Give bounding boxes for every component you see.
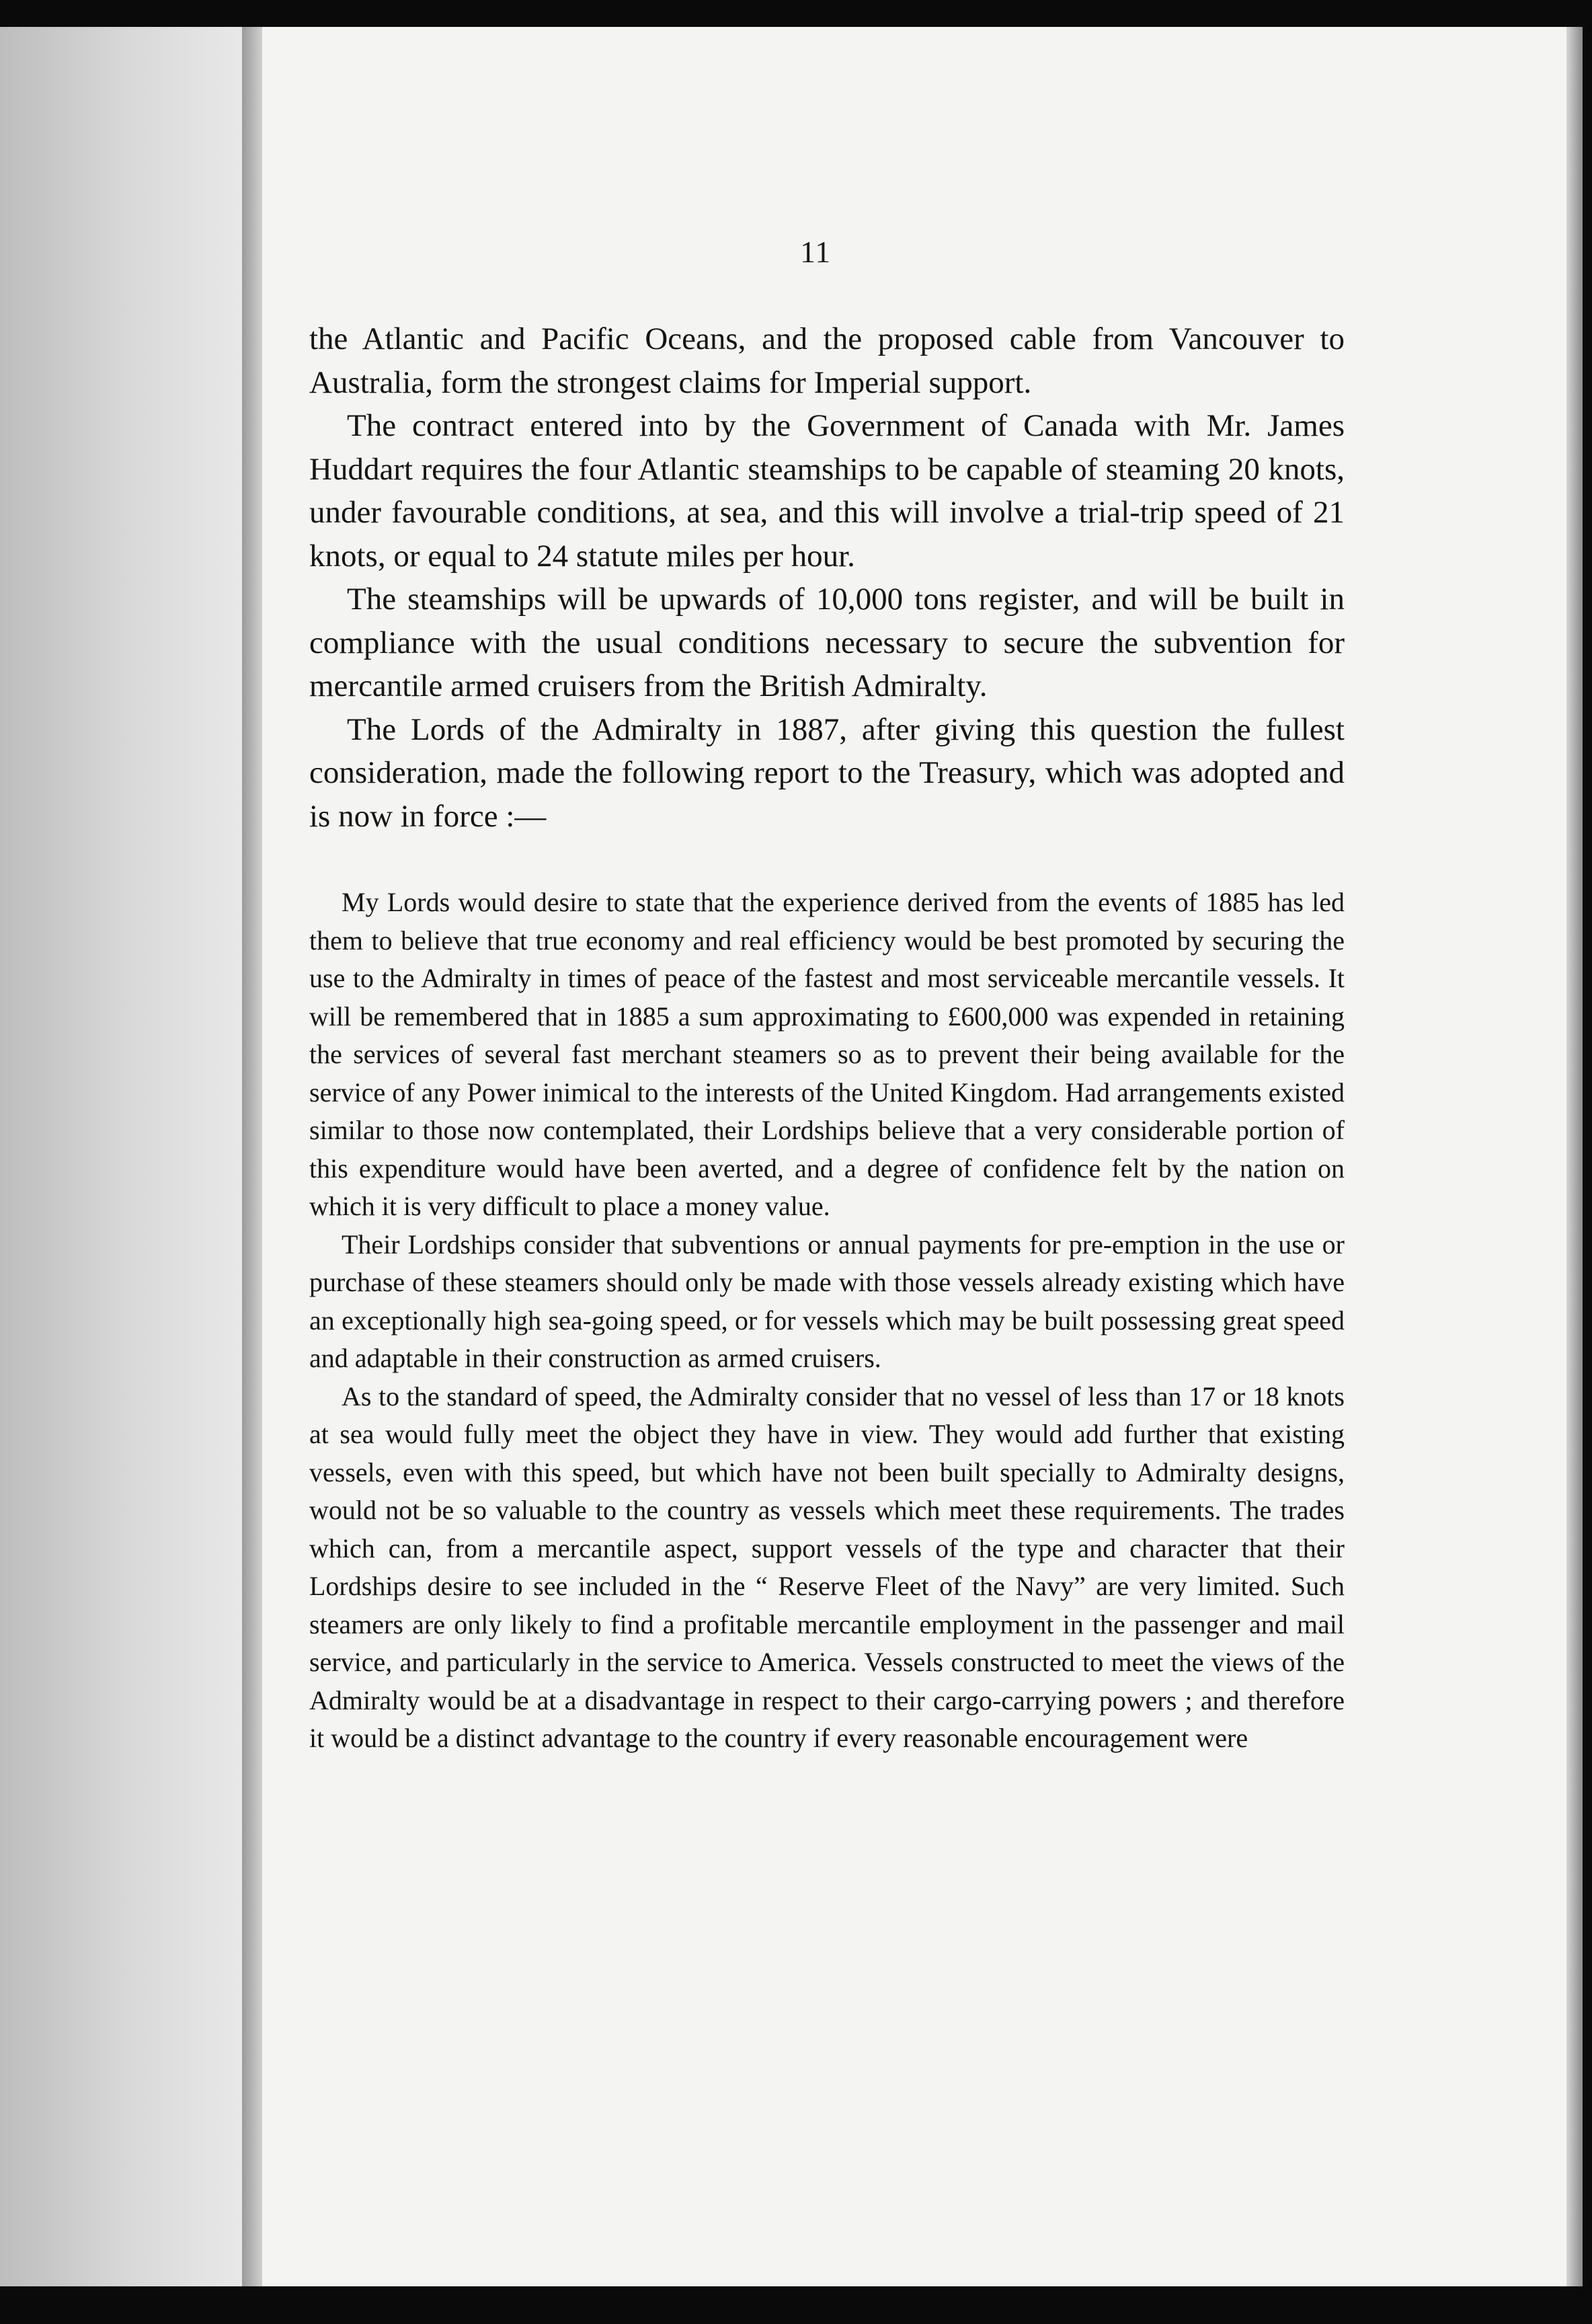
page-number: 11: [800, 235, 832, 269]
paragraph-contract: The contract entered into by the Government of Canada with Mr. James Huddart requires the four Atlantic steamships to be capable of steaming 20 knots, under favourable conditions, at sea, and this will involve a trial-trip speed of 21 knots, or equal to 24 statute miles per hour.: [309, 408, 1345, 574]
body-text: [309, 317, 1345, 1758]
quote-paragraph-economy: My Lords would desire to state that the experience derived from the events of 1885 has led them to believe that true economy and real efficiency would be best promoted by securing the use to the Admiralty in times of peace of the fastest and most serviceable mercantile vessels. It will be remembered that in 1885 a sum approximating to £600,000 was expended in retaining the services of several fast merchant steamers so as to prevent their being available for the service of any Power inimical to the interests of the United Kingdom. Had arrangements existed similar to those now contemplated, their Lordships believe that a very considerable portion of this expenditure would have been averted, and a degree of confidence felt by the nation on which it is very difficult to place a money value.: [309, 887, 1345, 1221]
paragraph-admiralty-report: The Lords of the Admiralty in 1887, after giving this question the fullest consideration, made the following report to the Treasury, which was adopted and is now in force :—: [309, 711, 1345, 834]
facing-page-edge: [0, 27, 242, 2286]
paragraph-steamships: The steamships will be upwards of 10,000 tons register, and will be built in compliance with the usual conditions necessary to secure the subvention for mercantile armed cruisers from the British Admiralty.: [309, 582, 1345, 703]
book-spine: [242, 27, 262, 2286]
page-right-edge: [1566, 27, 1583, 2286]
quote-paragraph-speed-standard: As to the standard of speed, the Admiralty consider that no vessel of less than 17 or 18 knots at sea would fully meet the object they have in view. They would add further that existing vessels, even with this speed, but which have not been built specially to Admiralty designs, would not be so valuable to the country as vessels which meet these requirements. The trades which can, from a mercantile aspect, support vessels of the type and character that their Lordships desire to see included in the “ Reserve Fleet of the Navy” are very limited. Such steamers are only likely to find a profitable mercantile employment in the passenger and mail service, and particularly in the service to America. Vessels constructed to meet the views of the Admiralty would be at a disadvantage in respect to their cargo-carrying powers ; and therefore it would be a distinct advantage to the country if every reasonable encouragement were: [309, 1381, 1345, 1753]
quote-paragraph-subventions: Their Lordships consider that subventions or annual payments for pre-emption in the use or purchase of these steamers should only be made with those vessels already existing which have an exceptionally high sea-going speed, or for vessels which may be built possessing great speed and adaptable in their construction as armed cruisers.: [309, 1229, 1345, 1373]
quoted-report: [309, 884, 1345, 1758]
paragraph-continued: the Atlantic and Pacific Oceans, and the proposed cable from Vancouver to Australia, form the strongest claims for Imperial support.: [309, 321, 1345, 400]
